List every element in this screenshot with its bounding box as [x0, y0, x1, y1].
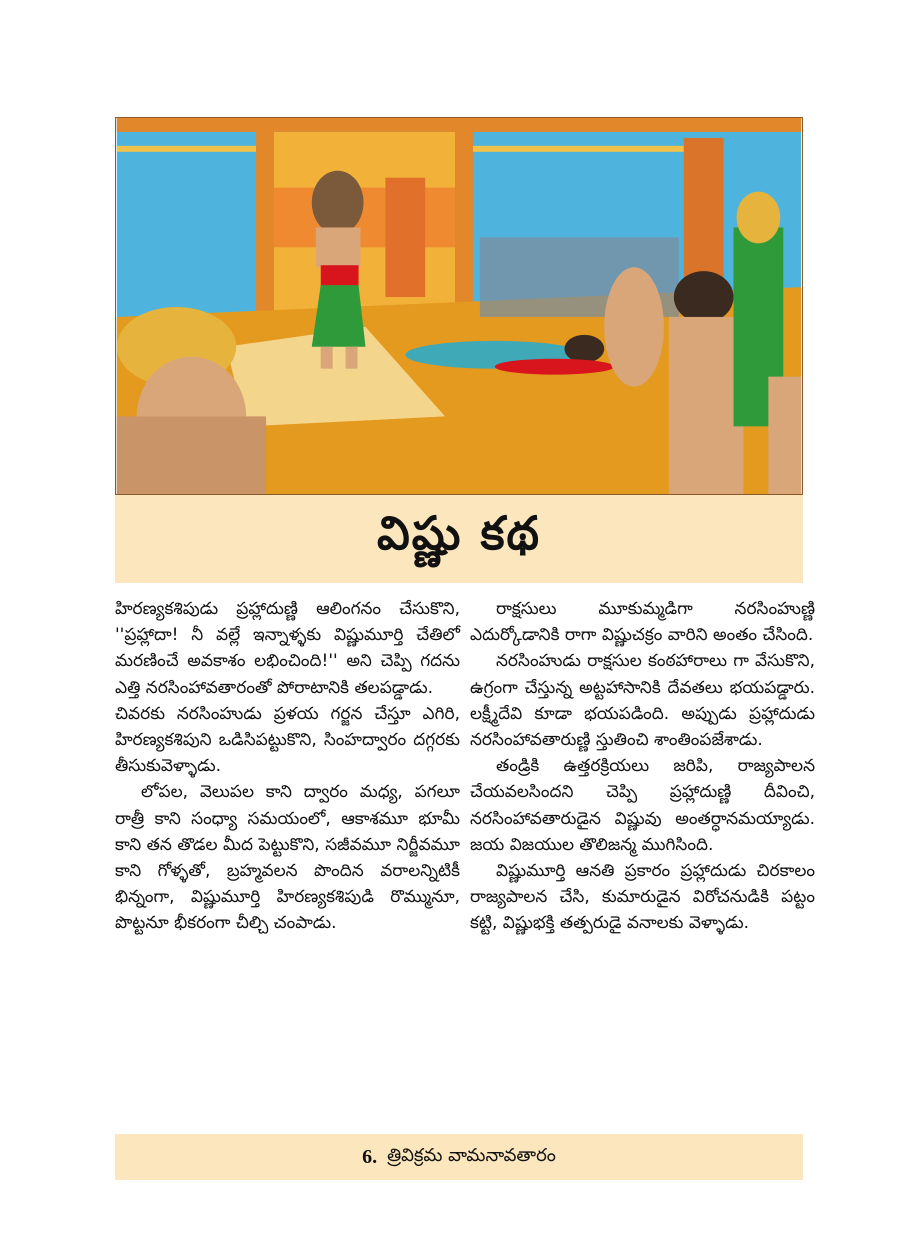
paragraph: చివరకు నరసింహుడు ప్రళయ గర్జన చేస్తూ ఎగిరి, హిరణ్యకశిపుని ఒడిసిపట్టుకొని, సింహద్వారం దగ్గరకు తీసుకువెళ్ళాడు.: [115, 703, 460, 777]
title-band: [115, 495, 803, 583]
chapter-title: త్రివిక్రమ వామనావతారం: [387, 1144, 556, 1166]
paragraph: విష్ణుమూర్తి ఆనతి ప్రకారం ప్రహ్లాదుడు చిరకాలం రాజ్యపాలన చేసి, కుమారుడైన విరోచనుడికి పట్టం కట్టి, విష్ణుభక్తి తత్పరుడై వనాలకు వెళ్ళాడు.: [470, 861, 815, 934]
text-column-left: [115, 596, 460, 937]
chapter-number: 6.: [362, 1145, 378, 1168]
story-illustration: [115, 117, 803, 495]
paragraph: నరసింహుడు రాక్షసుల కంఠహారాలు గా వేసుకొని, ఉగ్రంగా చేస్తున్న అట్టహాసానికి దేవతలు భయపడ్డారు. లక్ష్మీదేవి కూడా భయపడింది. అప్పుడు ప్రహ్లాదుడు నరసింహావతారుణ్ణి స్తుతించి శాంతింపజేశాడు.: [470, 651, 815, 751]
paragraph: తండ్రికి ఉత్తరక్రియలు జరిపి, రాజ్యపాలన చేయవలసిందని చెప్పి ప్రహ్లాదుణ్ణి దీవించి, నరసింహావతారుడైన విష్ణువు అంతర్ధానమయ్యాడు. జయ విజయుల తొలిజన్మ ముగిసింది.: [470, 756, 815, 855]
paragraph: లోపల, వెలుపల కాని ద్వారం మధ్య, పగలూ రాత్రీ కాని సంధ్యా సమయంలో, ఆకాశమూ భూమీ కాని తన తొడల మీద పెట్టుకొని, సజీవమూ నిర్జీవమూ కాని గోళ్ళతో, బ్రహ్మవలన పొందిన వరాలన్నిటికీ భిన్నంగా, విష్ణుమూర్తి హిరణ్యకశిపుడి రొమ్మునూ, పొట్టనూ భీకరంగా చీల్చి చంపాడు.: [115, 782, 460, 934]
paragraph: హిరణ్యకశిపుడు ప్రహ్లాదుణ్ణి ఆలింగనం చేసుకొని, ''ప్రహ్లాదా! నీ వల్లే ఇన్నాళ్ళకు విష్ణుమూర్తి చేతిలో మరణించే అవకాశం లభించింది!'' అని చెప్పి గదను ఎత్తి నరసింహావతారంతో పోరాటానికి తలపడ్డాడు.: [115, 599, 460, 698]
page-title: విష్ణు కథ: [377, 506, 541, 560]
paragraph: రాక్షసులు మూకుమ్మడిగా నరసింహుణ్ణి ఎదుర్కోడానికి రాగా విష్ణుచక్రం వారిని అంతం చేసింది.: [470, 599, 815, 646]
next-chapter-band: [115, 1134, 803, 1180]
text-column-right: [470, 596, 815, 937]
